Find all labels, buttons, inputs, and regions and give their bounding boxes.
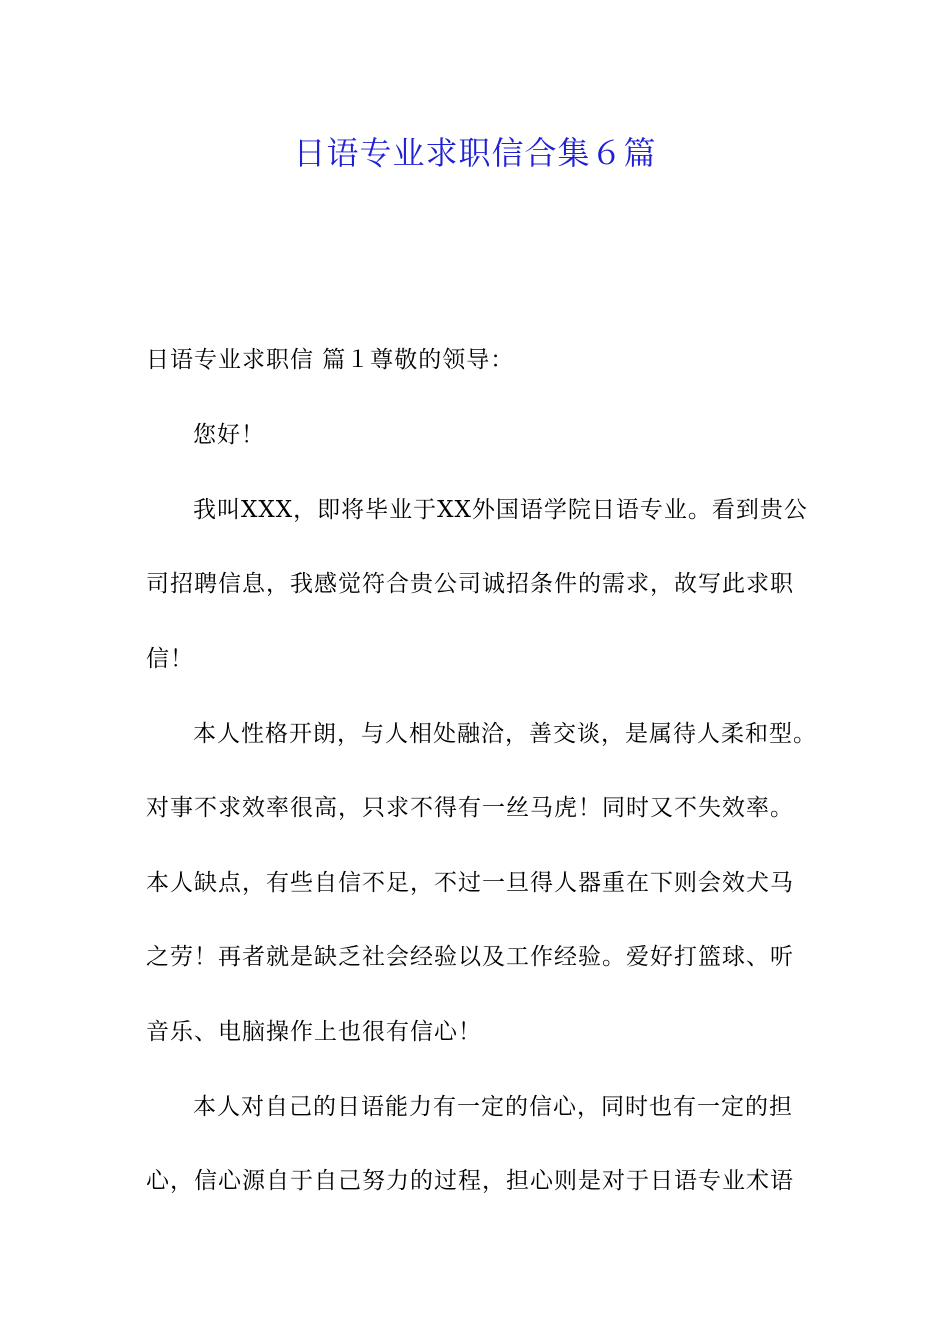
greeting-line: 您好！ [193,422,265,448]
paragraph-line: 之劳！再者就是缺乏社会经验以及工作经验。爱好打篮球、听 [146,944,794,970]
paragraph-line: 信！ [146,646,194,672]
paragraph-line: 本人性格开朗，与人相处融洽，善交谈，是属待人柔和型。 [193,721,817,747]
paragraph-line: 本人缺点，有些自信不足，不过一旦得人器重在下则会效犬马 [146,870,794,896]
salutation-line: 日语专业求职信 篇１尊敬的领导： [146,347,515,373]
paragraph-line: 司招聘信息，我感觉符合贵公司诚招条件的需求，故写此求职 [146,571,794,597]
paragraph-line: 本人对自己的日语能力有一定的信心，同时也有一定的担 [193,1094,793,1120]
paragraph-line: 对事不求效率很高，只求不得有一丝马虎！同时又不失效率。 [146,795,794,821]
document-title: 日语专业求职信合集６篇 [293,134,657,172]
paragraph-line: 我叫XXX，即将毕业于XX外国语学院日语专业。看到贵公 [193,497,808,523]
paragraph-line: 心，信心源自于自己努力的过程，担心则是对于日语专业术语 [146,1168,794,1194]
paragraph-line: 音乐、电脑操作上也很有信心！ [146,1019,482,1045]
